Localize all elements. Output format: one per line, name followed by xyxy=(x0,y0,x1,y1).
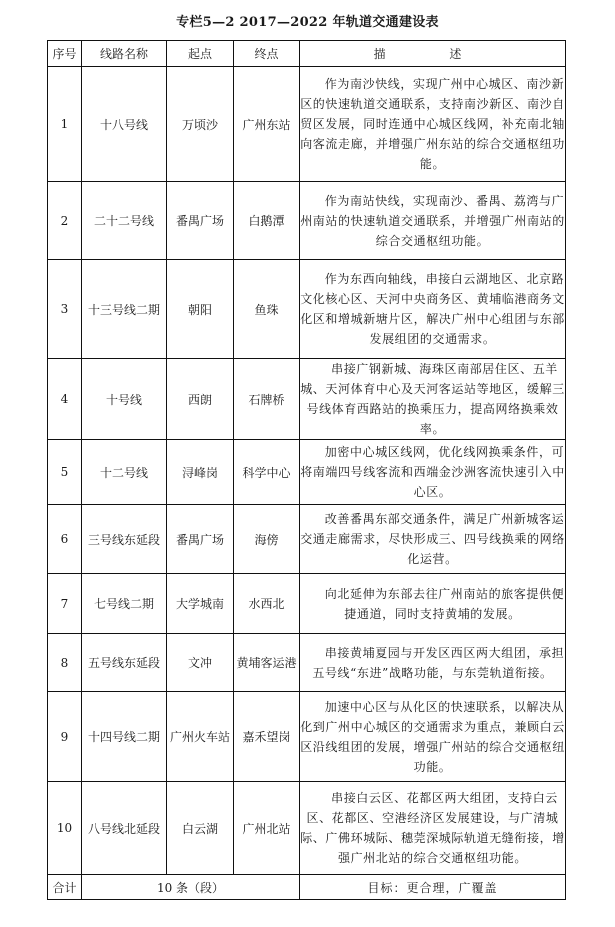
header-row xyxy=(48,41,566,67)
row-start-station: 西朗 xyxy=(167,359,234,440)
table-row xyxy=(48,260,566,359)
row-start-station: 番禺广场 xyxy=(167,505,234,574)
row-description: 串接白云区、花都区两大组团，支持白云区、花都区、空港经济区发展建设，与广清城际、广佛环城际、穗莞深城际轨道无缝衔接，增强广州北站的综合交通枢纽功能。 xyxy=(300,782,566,875)
total-count: 10 条（段） xyxy=(82,875,300,900)
row-description: 加速中心区与从化区的快速联系，以解决从化到广州中心城区的交通需求为重点，兼顾白云区沿线组团的发展，增强广州站的综合交通枢纽功能。 xyxy=(300,692,566,782)
header-start: 起点 xyxy=(167,41,234,67)
table-row xyxy=(48,634,566,692)
row-end-station: 黄埔客运港 xyxy=(234,634,300,692)
row-description: 作为东西向轴线，串接白云湖地区、北京路文化核心区、天河中央商务区、黄埔临港商务文化区和增城新塘片区，解决广州中心组团与东部发展组团的交通需求。 xyxy=(300,260,566,359)
row-description: 作为南站快线，实现南沙、番禺、荔湾与广州南站的快速轨道交通联系，并增强广州南站的综合交通枢纽功能。 xyxy=(300,182,566,260)
row-index: 7 xyxy=(48,574,82,634)
header-description: 描 述 xyxy=(300,41,566,67)
rail-construction-table xyxy=(47,40,566,900)
row-end-station: 石牌桥 xyxy=(234,359,300,440)
row-end-station: 嘉禾望岗 xyxy=(234,692,300,782)
table-title: 专栏5—2 2017—2022 年轨道交通建设表 xyxy=(176,15,439,30)
total-goal: 目标：更合理，广覆盖 xyxy=(300,875,566,900)
row-description: 作为南沙快线，实现广州中心城区、南沙新区的快速轨道交通联系，支持南沙新区、南沙自贸区发展，同时连通中心城区线网，补充南北轴向客流走廊，并增强广州东站的综合交通枢纽功能。 xyxy=(300,67,566,182)
row-line-name: 十三号线二期 xyxy=(82,260,167,359)
row-description: 向北延伸为东部去往广州南站的旅客提供便捷通道，同时支持黄埔的发展。 xyxy=(300,574,566,634)
row-description: 串接黄埔夏园与开发区西区两大组团，承担五号线“东进”战略功能，与东莞轨道衔接。 xyxy=(300,634,566,692)
total-label: 合计 xyxy=(48,875,82,900)
header-index: 序号 xyxy=(48,41,82,67)
row-line-name: 十二号线 xyxy=(82,440,167,505)
table-row xyxy=(48,440,566,505)
row-index: 1 xyxy=(48,67,82,182)
row-description: 改善番禺东部交通条件，满足广州新城客运交通走廊需求，尽快形成三、四号线换乘的网络化运营。 xyxy=(300,505,566,574)
row-end-station: 广州东站 xyxy=(234,67,300,182)
row-index: 3 xyxy=(48,260,82,359)
row-index: 2 xyxy=(48,182,82,260)
row-line-name: 五号线东延段 xyxy=(82,634,167,692)
table-row xyxy=(48,505,566,574)
table-row xyxy=(48,67,566,182)
table-row xyxy=(48,782,566,875)
row-index: 9 xyxy=(48,692,82,782)
row-index: 5 xyxy=(48,440,82,505)
row-start-station: 万顷沙 xyxy=(167,67,234,182)
row-description: 加密中心城区线网，优化线网换乘条件，可将南端四号线客流和西端金沙洲客流快速引入中心区。 xyxy=(300,440,566,505)
row-line-name: 七号线二期 xyxy=(82,574,167,634)
row-end-station: 白鹅潭 xyxy=(234,182,300,260)
row-end-station: 水西北 xyxy=(234,574,300,634)
header-end: 终点 xyxy=(234,41,300,67)
row-start-station: 文冲 xyxy=(167,634,234,692)
header-line-name: 线路名称 xyxy=(82,41,167,67)
row-start-station: 朝阳 xyxy=(167,260,234,359)
table-row xyxy=(48,182,566,260)
total-row xyxy=(48,875,566,900)
row-description: 串接广钢新城、海珠区南部居住区、五羊城、天河体育中心及天河客运站等地区，缓解三号线体育西路站的换乘压力，提高网络换乘效率。 xyxy=(300,359,566,440)
row-start-station: 番禺广场 xyxy=(167,182,234,260)
row-end-station: 科学中心 xyxy=(234,440,300,505)
row-line-name: 八号线北延段 xyxy=(82,782,167,875)
row-line-name: 二十二号线 xyxy=(82,182,167,260)
row-end-station: 广州北站 xyxy=(234,782,300,875)
row-start-station: 大学城南 xyxy=(167,574,234,634)
table-row xyxy=(48,692,566,782)
row-end-station: 鱼珠 xyxy=(234,260,300,359)
row-start-station: 白云湖 xyxy=(167,782,234,875)
table-row xyxy=(48,359,566,440)
row-index: 10 xyxy=(48,782,82,875)
row-index: 6 xyxy=(48,505,82,574)
row-line-name: 十号线 xyxy=(82,359,167,440)
row-line-name: 十八号线 xyxy=(82,67,167,182)
row-start-station: 浔峰岗 xyxy=(167,440,234,505)
table-row xyxy=(48,574,566,634)
row-line-name: 三号线东延段 xyxy=(82,505,167,574)
row-start-station: 广州火车站 xyxy=(167,692,234,782)
row-end-station: 海傍 xyxy=(234,505,300,574)
row-line-name: 十四号线二期 xyxy=(82,692,167,782)
row-index: 4 xyxy=(48,359,82,440)
row-index: 8 xyxy=(48,634,82,692)
